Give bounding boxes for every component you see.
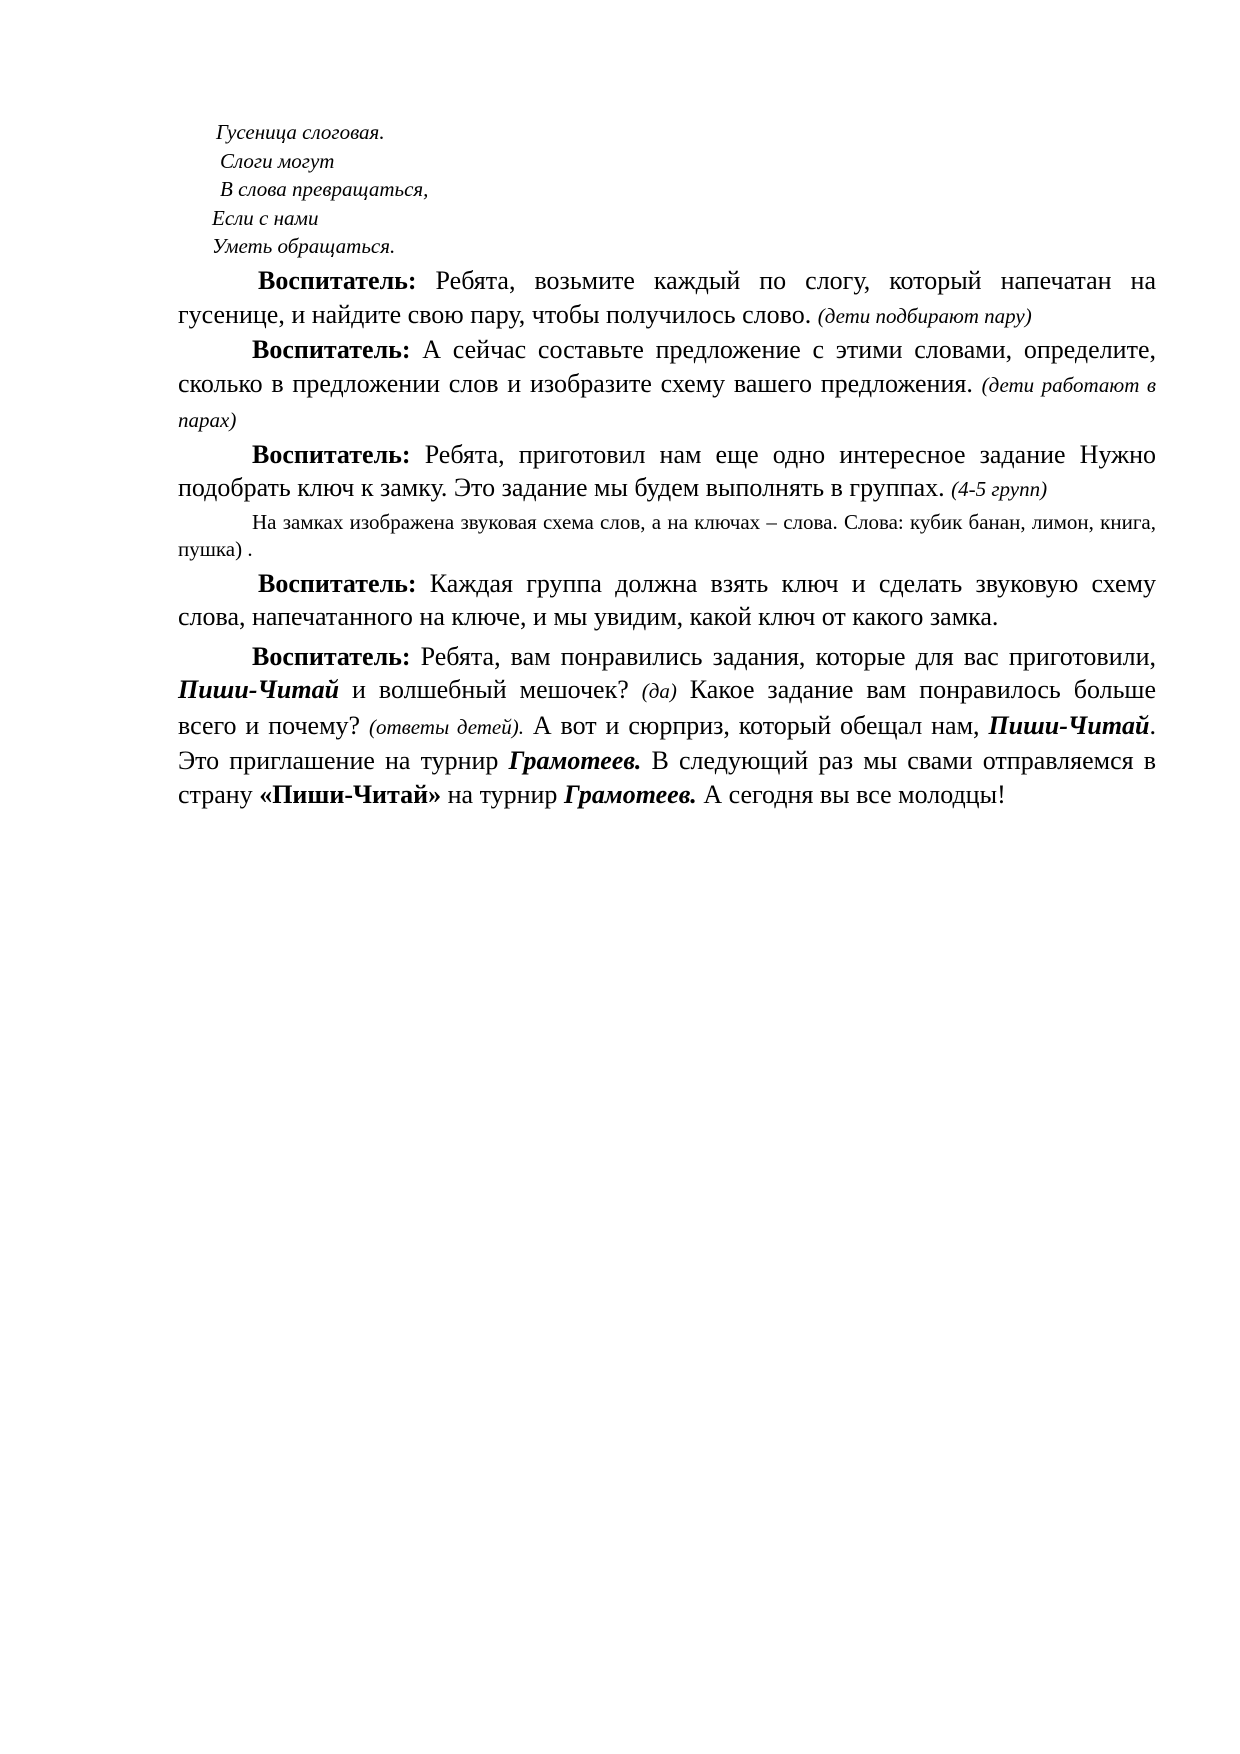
- tournament-name: Грамотеев.: [508, 746, 642, 775]
- speaker-label: Воспитатель:: [252, 439, 411, 469]
- paragraph-text: Ребята, возьмите каждый по слогу, который напечатан на гусенице, и найдите свою пару, чтобы получилось слово.: [178, 266, 1156, 329]
- stage-note: (4-5 групп): [951, 477, 1048, 501]
- poem-line: Если с нами: [212, 205, 319, 230]
- paragraph: [178, 264, 1156, 333]
- paragraph-text: Какое задание вам понравилось больше всего и почему?: [178, 675, 1156, 740]
- paragraph-text: на турнир: [441, 779, 564, 809]
- paragraph: [178, 333, 1156, 438]
- tournament-name: Грамотеев.: [563, 779, 697, 809]
- paragraph-text: А сейчас составьте предложение с этими словами, определите, сколько в предложении слов и изобразите схему вашего предложения.: [178, 335, 1156, 398]
- paragraph-small: На замках изображена звуковая схема слов, а на ключах – слова. Слова: кубик банан, лимон, книга, пушка) .: [178, 509, 1156, 561]
- speaker-label: Воспитатель:: [252, 641, 411, 671]
- paragraph-text: В следующий раз мы свами отправляемся в страну: [178, 746, 1157, 809]
- stage-note: (ответы детей).: [368, 714, 524, 739]
- speaker-label: Воспитатель:: [258, 568, 417, 598]
- paragraph: [178, 640, 1156, 812]
- country-name: «Пиши-Читай»: [259, 779, 442, 809]
- paragraph-text: Ребята, приготовил нам еще одно интересное задание Нужно подобрать ключ к замку. Это задание мы будем выполнять в группах.: [178, 439, 1156, 502]
- poem-line: Слоги могут: [220, 148, 335, 173]
- paragraph-text: Каждая группа должна взять ключ и сделать звуковую схему слова, напечатанного на ключе, и мы увидим, какой ключ от какого замка.: [178, 568, 1156, 631]
- poem-line: Гусеница слоговая.: [216, 120, 385, 144]
- poem-line: В слова превращаться,: [220, 177, 429, 201]
- stage-note: (дети подбирают пару): [817, 303, 1032, 328]
- poem: [210, 118, 428, 261]
- paragraph: [178, 438, 1156, 507]
- paragraph-text: Ребята, вам понравились задания, которые для вас приготовили,: [410, 641, 1156, 671]
- paragraph-text: . Это приглашение на турнир: [178, 710, 1157, 775]
- document-body: [178, 264, 1156, 811]
- paragraph-text: и волшебный мешочек?: [339, 675, 642, 704]
- paragraph-text: А сегодня вы все молодцы!: [696, 779, 1006, 809]
- speaker-label: Воспитатель:: [252, 335, 411, 364]
- brand-name: Пиши-Читай: [178, 675, 340, 704]
- paragraph: [178, 567, 1156, 634]
- paragraph-text: А вот и сюрприз, который обещал нам,: [523, 710, 989, 740]
- stage-note: (дети работают в парах): [178, 372, 1156, 432]
- stage-note: (да): [641, 679, 677, 703]
- poem-line: Уметь обращаться.: [212, 234, 396, 258]
- speaker-label: Воспитатель:: [258, 266, 417, 295]
- brand-name: Пиши-Читай: [988, 710, 1150, 740]
